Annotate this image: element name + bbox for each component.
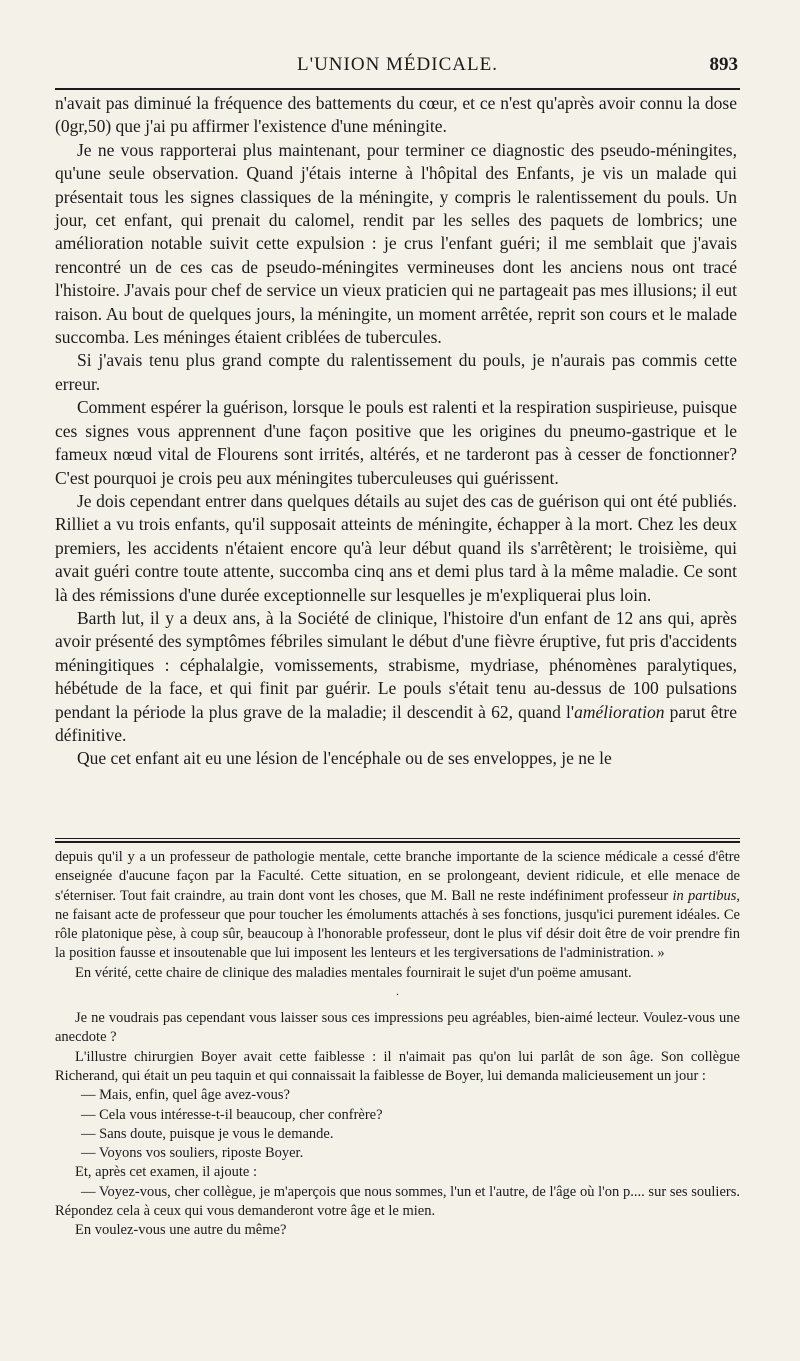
paragraph: Je dois cependant entrer dans quelques détails au sujet des cas de guérison qui ont été publiés. Rilliet a vu trois enfants, qu'il supposait atteints de méningite, échapper à la mort. Chez les deux premiers, les accidents n'étaient encore qu'à leur début quand ils s'arrêtèrent; le troisième, qui avait guéri contre toute attente, succomba cinq ans et demi plus tard à la même maladie. Ce sont là des rémissions d'une durée exceptionnelle sur lesquelles je m'expliquerai plus loin. bbox=[55, 490, 737, 605]
section-separator: · bbox=[395, 987, 400, 1002]
dialog-line: — Sans doute, puisque je vous le demande. bbox=[81, 1125, 334, 1142]
paragraph bbox=[55, 848, 740, 964]
footnote-rule-thin bbox=[55, 838, 740, 839]
paragraph: Si j'avais tenu plus grand compte du ralentissement du pouls, je n'aurais pas commis cette erreur. bbox=[55, 350, 737, 394]
dialog-line: — Voyez-vous, cher collègue, je m'aperçois que nous sommes, l'un et l'autre, de l'âge où l'on p.... sur ses souliers. Répondez cela à ceux qui vous demanderont votre âge et le mien. bbox=[55, 1183, 740, 1220]
paragraph: L'illustre chirurgien Boyer avait cette faiblesse : il n'aimait pas qu'on lui parlât de son âge. Son collègue Richerand, qui était un peu taquin et qui connaissait la faiblesse de Boyer, lui demanda malicieusement un jour : bbox=[55, 1048, 740, 1084]
paragraph: En vérité, cette chaire de clinique des maladies mentales fournirait le sujet d'un poëme amusant. bbox=[75, 964, 632, 981]
paragraph: n'avait pas diminué la fréquence des battements du cœur, et ce n'est qu'après avoir connu la dose (0gr,50) que j'ai pu affirmer l'existence d'une méningite. bbox=[55, 93, 737, 137]
footnote-rule-thick bbox=[55, 841, 740, 843]
italic-term: amélioration bbox=[574, 701, 665, 722]
paragraph: Que cet enfant ait eu une lésion de l'encéphale ou de ses enveloppes, je ne le bbox=[77, 748, 612, 769]
feuilleton-text bbox=[55, 848, 740, 1241]
paragraph-text: Barth lut, il y a deux ans, à la Société de clinique, l'histoire d'un enfant de 12 ans qui, après avoir présenté des symptômes fébriles simulant le début d'une fièvre éruptive, fut pris d'accidents méningitiques : céphalalgie, vomissements, strabisme, mydriase, phénomènes paralytiques, hébétude de la face, et qui finit par guérir. Le pouls s'était tenu au-dessus de 100 pulsations pendant la période la plus grave de la maladie; il descendit à 62, quand l' bbox=[55, 607, 737, 722]
paragraph-text: parut être définitive. bbox=[55, 701, 738, 745]
paragraph: Je ne vous rapporterai plus maintenant, pour terminer ce diagnostic des pseudo-méningites, qu'une seule observation. Quand j'étais interne à l'hôpital des Enfants, je vis un malade qui présentait tous les signes classiques de la méningite, y compris le ralentissement du pouls. Un jour, cet enfant, qui prenait du calomel, rendit par les selles des paquets de lombrics; une amélioration notable suivit cette expulsion : je crus l'enfant guéri; il me semblait que j'avais rencontré un de ces cas de pseudo-méningites vermineuses dont les anciens nous ont tracé l'histoire. J'avais pour chef de service un vieux praticien qui ne partageait pas mes illusions; il eut raison. Au bout de quelques jours, la méningite, un moment arrêtée, reprit son cours et le malade succomba. Les méninges étaient criblées de tubercules. bbox=[55, 139, 737, 348]
paragraph bbox=[55, 607, 737, 747]
italic-term: in partibus, bbox=[672, 887, 740, 904]
dialog-line: — Cela vous intéresse-t-il beaucoup, cher confrère? bbox=[81, 1106, 383, 1123]
anecdote-section bbox=[55, 1009, 740, 1241]
paragraph: Je ne voudrais pas cependant vous laisser sous ces impressions peu agréables, bien-aimé lecteur. Voulez-vous une anecdote ? bbox=[55, 1010, 740, 1046]
running-header bbox=[55, 54, 740, 88]
dialog-line: — Mais, enfin, quel âge avez-vous? bbox=[81, 1087, 290, 1104]
header-rule bbox=[55, 88, 740, 90]
paragraph: Et, après cet examen, il ajoute : bbox=[75, 1164, 257, 1181]
paragraph: En voulez-vous une autre du même? bbox=[75, 1222, 287, 1239]
page-number: 893 bbox=[709, 54, 738, 75]
main-text bbox=[55, 92, 737, 771]
paragraph: Comment espérer la guérison, lorsque le pouls est ralenti et la respiration suspirieuse, puisque ces signes vous apprennent d'une façon positive que les origines du pneumo-gastrique et le fameux nœud vital de Flourens sont irrités, altérés, et ne tarderont pas à cesser de fonctionner? C'est pourquoi je crois peu aux méningites tuberculeuses qui guérissent. bbox=[55, 397, 737, 488]
journal-title: L'UNION MÉDICALE. bbox=[297, 54, 498, 75]
paragraph-text: depuis qu'il y a un professeur de pathologie mentale, cette branche importante de la science médicale a cessé d'être enseignée d'aucune façon par la Faculté. Cette situation, en se prolongeant, devient ridicule, et elle menace de s'éterniser. Tout fait craindre, au train dont vont les choses, que M. Ball ne reste indéfiniment professeur bbox=[55, 849, 740, 904]
paragraph-text: ne faisant acte de professeur que pour toucher les émoluments attachés à ses fonctions, jusqu'ici purement idéales. Ce rôle platonique pèse, à coup sûr, beaucoup à l'honorable professeur, dont le plus vif désir doit être de voir prendre fin la position fausse et insoutenable que lui imposent les lenteurs et les tergiversations de l'administration. » bbox=[55, 906, 740, 962]
dialog-line: — Voyons vos souliers, riposte Boyer. bbox=[81, 1145, 304, 1162]
